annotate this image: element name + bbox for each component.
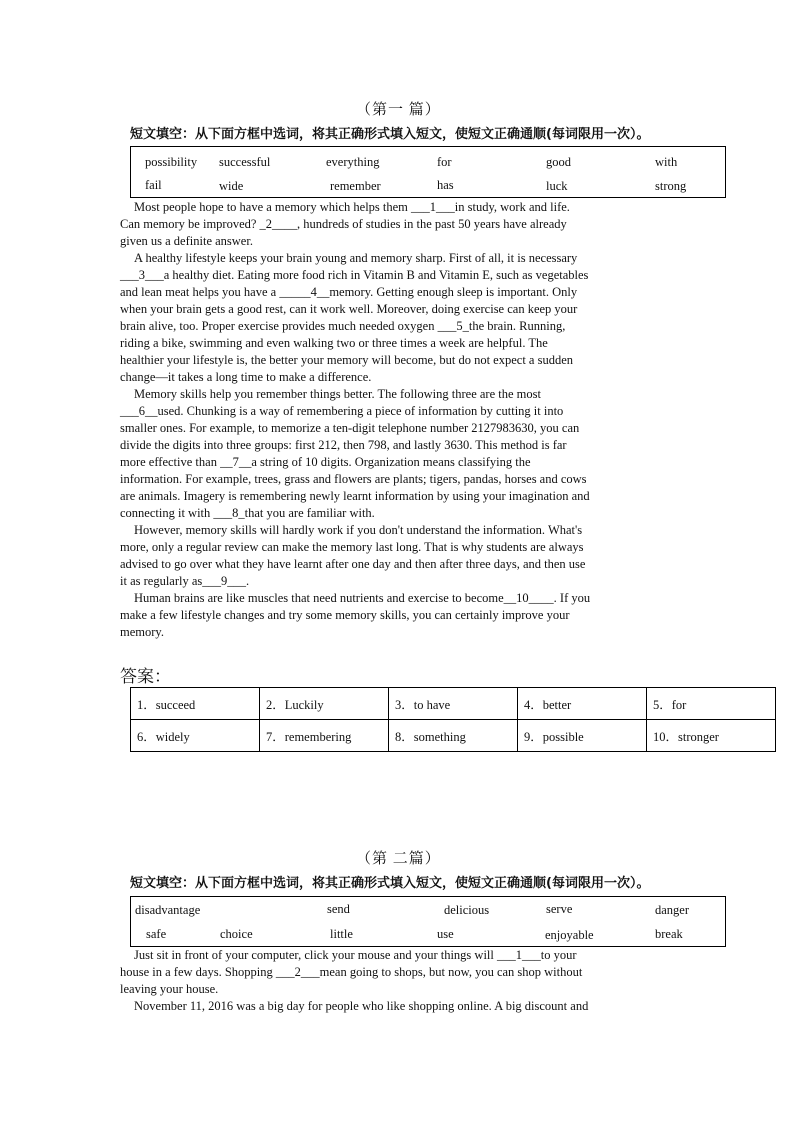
answer-cell: 7．remembering [260,720,389,752]
passage1-text [120,199,680,641]
answer-cell: 3．to have [389,688,518,720]
paragraph: Most people hope to have a memory which helps them ___1___in study, work and life. Can memory be improved? _2____, hundreds of studies in the past 50 years have already given us a definite answer. [120,200,570,248]
answer-cell: 8．something [389,720,518,752]
answer-cell: 2．Luckily [260,688,389,720]
answer-cell: 6．widely [131,720,260,752]
word-box-word: remember [330,179,381,193]
word-box-word: everything [326,155,380,169]
paragraph: Human brains are like muscles that need nutrients and exercise to become__10____. If you make a few lifestyle changes and try some memory skills, you can certainly improve your memory. [120,591,591,639]
passage2-instruction: 短文填空：从下面方框中选词，将其正确形式填入短文，使短文正确通顺(每词限用一次）。 [130,876,650,891]
paragraph: A healthy lifestyle keeps your brain young and memory sharp. First of all, it is necessary ___3___a healthy diet. Eating more food rich in Vitamin B and Vitamin E, such as vegetables and lean meat helps you have a _____4__memory. Getting enough sleep is important. Only when your brain gets a good rest, can it work well. Moreover, doing exercise can keep your brain alive, too. Proper exercise provides much needed oxygen ___5_the brain. Running, riding a bike, swimming and even walking two or three times a week are helpful. The healthier your lifestyle is, the better your memory will become, but do not expect a sudden change—it takes a long time to make a difference. [120,251,589,384]
word-box-word: choice [220,927,253,941]
word-box-word: for [437,155,452,169]
paragraph: Just sit in front of your computer, click your mouse and your things will ___1___to your house in a few days. Shopping ___2___mean going to shops, but now, you can shop without leaving your house. [120,948,583,996]
paragraph: November 11, 2016 was a big day for people who like shopping online. A big discount and [134,999,589,1013]
word-box-word: delicious [444,903,490,917]
word-box-word: wide [219,179,244,193]
word-box-word: safe [146,927,167,941]
word-box-word: use [437,927,454,941]
word-box-word: successful [219,155,271,169]
word-box-word: luck [546,179,568,193]
table-row [131,720,776,752]
passage2-title: （第 二篇） [356,851,441,867]
word-box-word: serve [546,902,573,916]
passage1-instruction: 短文填空：从下面方框中选词，将其正确形式填入短文，使短文正确通顺(每词限用一次）。 [130,127,650,142]
answer-cell: 1．succeed [131,688,260,720]
word-box-word: fail [145,178,162,192]
word-box-word: enjoyable [545,928,594,942]
word-box-word: good [546,155,571,169]
word-box-word: little [330,927,353,941]
answer-cell: 10．stronger [647,720,776,752]
word-box-word: has [437,178,454,192]
passage1-word-box [130,146,726,198]
paragraph: However, memory skills will hardly work if you don't understand the information. What's more, only a regular review can make the memory last long. That is why students are always advised to go over what they have learnt after one day and then after three days, and then use it as regularly as___9___. [120,523,586,588]
word-box-word: break [655,927,683,941]
answer-cell: 4．better [518,688,647,720]
word-box-word: possibility [145,155,198,169]
table-row [131,688,776,720]
word-box-word: with [655,155,678,169]
answer-table [130,687,776,752]
paragraph: Memory skills help you remember things better. The following three are the most ___6__used. Chunking is a way of remembering a piece of information by cutting it into smaller ones. For example, to memorize a ten-digit telephone number 2127983630, you can divide the digits into three groups: first 212, then 798, and lastly 3630. This method is far more effective than __7__a string of 10 digits. Organization means classifying the information. For example, trees, grass and flowers are plants; tigers, pandas, horses and cows are animals. Imagery is remembering newly learnt information by using your imagination and connecting it with ___8_that you are familiar with. [120,387,590,520]
word-box-word: strong [655,179,687,193]
word-box-word: danger [655,903,690,917]
answer-label: 答案： [120,667,171,687]
answer-cell: 9．possible [518,720,647,752]
word-box-word: disadvantage [135,903,201,917]
answer-cell: 5．for [647,688,776,720]
passage2-text [120,947,680,1015]
word-box-word: send [327,902,350,916]
passage1-title: （第一 篇） [356,102,441,118]
passage2-word-box [130,896,726,947]
